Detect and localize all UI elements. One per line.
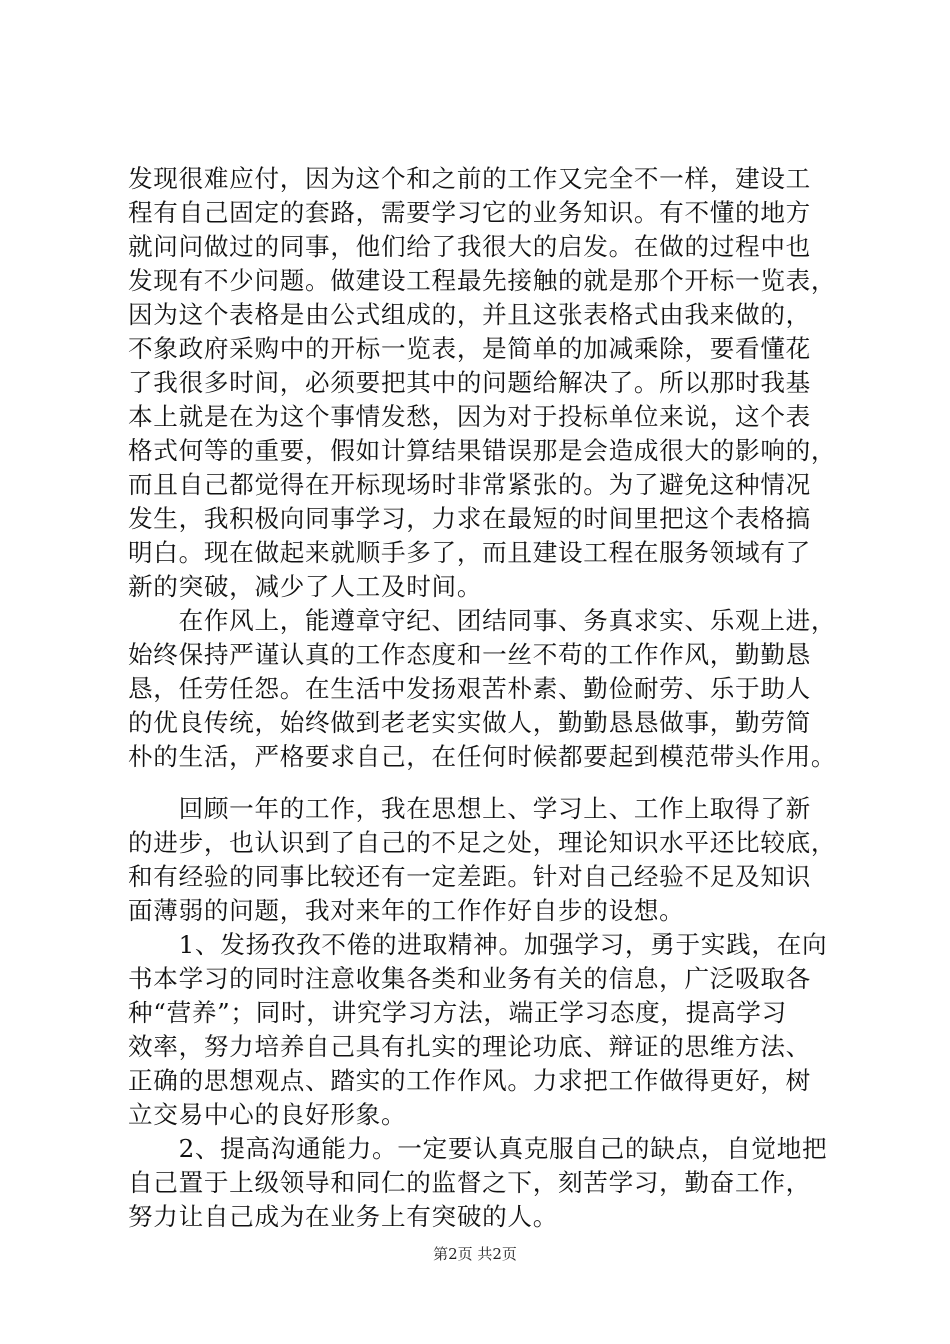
text-line: 新的突破，减少了人工及时间。 — [128, 572, 483, 601]
text-line: 发现有不少问题。做建设工程最先接触的就是那个开标一览表， — [128, 266, 837, 295]
text-line: 的进步，也认识到了自己的不足之处，理论知识水平还比较底， — [128, 828, 837, 857]
text-line: 了我很多时间，必须要把其中的问题给解决了。所以那时我基 — [128, 368, 811, 397]
text-line: 发现很难应付，因为这个和之前的工作又完全不一样，建设工 — [128, 164, 811, 193]
text-line: 本上就是在为这个事情发愁，因为对于投标单位来说，这个表 — [128, 402, 811, 431]
text-line: 种“营养”；同时，讲究学习方法，端正学习态度，提高学习 — [128, 998, 787, 1027]
text-line: 努力让自己成为在业务上有突破的人。 — [128, 1202, 558, 1231]
page-footer: 第2页 共2页 — [433, 1245, 517, 1263]
text-line: 程有自己固定的套路，需要学习它的业务知识。有不懂的地方 — [128, 198, 811, 227]
text-line: 立交易中心的良好形象。 — [128, 1100, 407, 1129]
text-line: 和有经验的同事比较还有一定差距。针对自己经验不足及知识 — [128, 862, 811, 891]
text-line: 而且自己都觉得在开标现场时非常紧张的。为了避免这种情况 — [128, 470, 811, 499]
text-line: 面薄弱的问题，我对来年的工作作好自步的设想。 — [128, 896, 685, 925]
text-line: 书本学习的同时注意收集各类和业务有关的信息，广泛吸取各 — [128, 964, 811, 993]
text-line: 因为这个表格是由公式组成的，并且这张表格式由我来做的， — [128, 300, 811, 329]
text-line: 自己置于上级领导和同仁的监督之下，刻苦学习，勤奋工作， — [128, 1168, 811, 1197]
text-line: 1、发扬孜孜不倦的进取精神。加强学习，勇于实践，在向 — [128, 930, 828, 959]
text-line: 明白。现在做起来就顺手多了，而且建设工程在服务领域有了 — [128, 538, 811, 567]
text-line: 朴的生活，严格要求自己，在任何时候都要起到模范带头作用。 — [128, 742, 837, 771]
text-line: 效率，努力培养自己具有扎实的理论功底、辩证的思维方法、 — [128, 1032, 811, 1061]
text-line: 格式何等的重要，假如计算结果错误那是会造成很大的影响的， — [128, 436, 837, 465]
text-line: 发生，我积极向同事学习，力求在最短的时间里把这个表格搞 — [128, 504, 811, 533]
text-line: 2、提高沟通能力。一定要认真克服自己的缺点，自觉地把 — [128, 1134, 828, 1163]
text-line: 的优良传统，始终做到老老实实做人，勤勤恳恳做事，勤劳简 — [128, 708, 811, 737]
text-line: 不象政府采购中的开标一览表，是简单的加减乘除，要看懂花 — [128, 334, 811, 363]
text-line: 正确的思想观点、踏实的工作作风。力求把工作做得更好，树 — [128, 1066, 811, 1095]
text-line: 回顾一年的工作，我在思想上、学习上、工作上取得了新 — [128, 794, 811, 823]
text-line: 在作风上，能遵章守纪、团结同事、务真求实、乐观上进， — [128, 606, 837, 635]
text-line: 恳，任劳任怨。在生活中发扬艰苦朴素、勤俭耐劳、乐于助人 — [128, 674, 811, 703]
text-line: 就问问做过的同事，他们给了我很大的启发。在做的过程中也 — [128, 232, 811, 261]
text-line: 始终保持严谨认真的工作态度和一丝不苟的工作作风，勤勤恳 — [128, 640, 811, 669]
